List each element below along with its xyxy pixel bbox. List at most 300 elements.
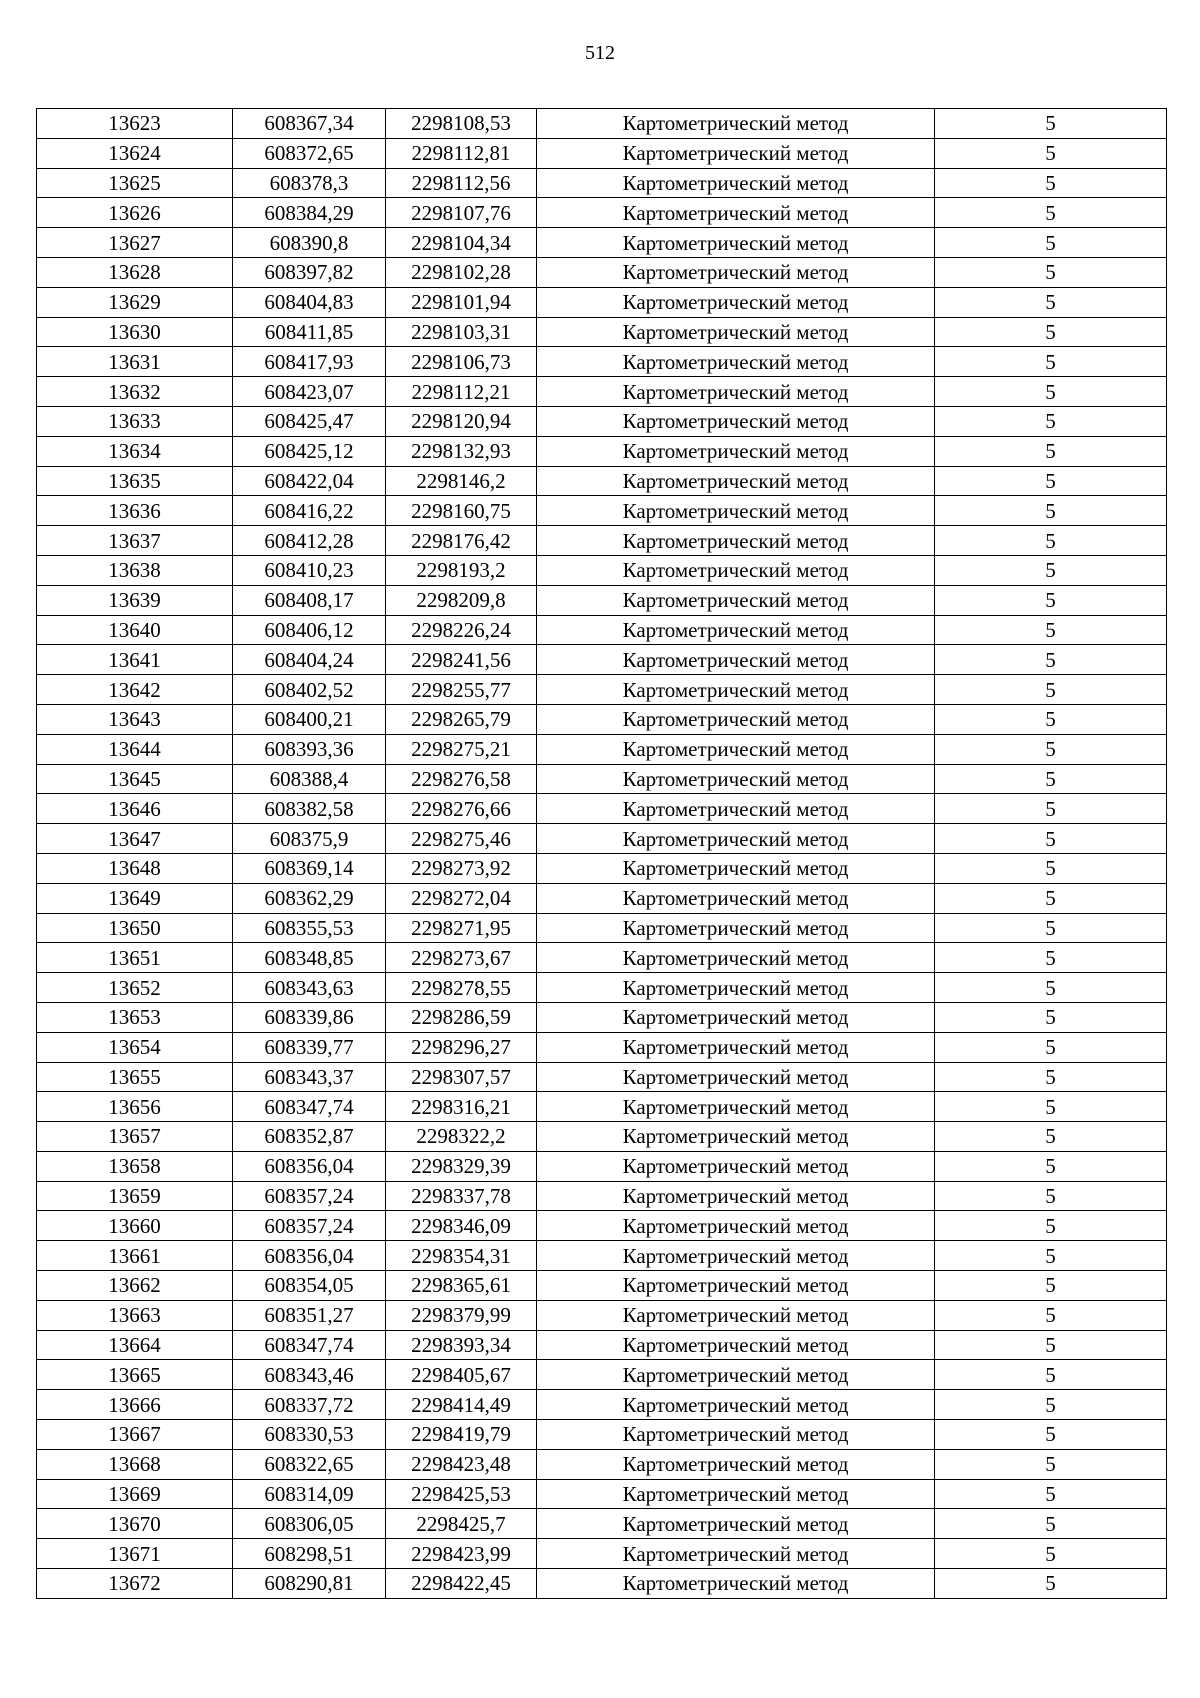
x-coordinate-cell: 608412,28 [233,526,386,556]
point-number-cell: 13640 [37,615,233,645]
accuracy-cell: 5 [935,1032,1167,1062]
y-coordinate-cell: 2298275,21 [386,734,537,764]
y-coordinate-cell: 2298414,49 [386,1390,537,1420]
accuracy-cell: 5 [935,138,1167,168]
accuracy-cell: 5 [935,1420,1167,1450]
method-cell: Картометрический метод [537,1211,935,1241]
point-number-cell: 13634 [37,436,233,466]
table-row [37,1181,1167,1211]
point-number-cell: 13636 [37,496,233,526]
accuracy-cell: 5 [935,168,1167,198]
table-row [37,1122,1167,1152]
point-number-cell: 13628 [37,257,233,287]
y-coordinate-cell: 2298160,75 [386,496,537,526]
x-coordinate-cell: 608388,4 [233,764,386,794]
point-number-cell: 13658 [37,1151,233,1181]
accuracy-cell: 5 [935,1241,1167,1271]
x-coordinate-cell: 608343,46 [233,1360,386,1390]
y-coordinate-cell: 2298365,61 [386,1271,537,1301]
coordinates-table [36,108,1167,1599]
y-coordinate-cell: 2298271,95 [386,913,537,943]
x-coordinate-cell: 608397,82 [233,257,386,287]
accuracy-cell: 5 [935,1181,1167,1211]
x-coordinate-cell: 608410,23 [233,555,386,585]
method-cell: Картометрический метод [537,377,935,407]
accuracy-cell: 5 [935,764,1167,794]
point-number-cell: 13651 [37,943,233,973]
point-number-cell: 13627 [37,228,233,258]
table-row [37,585,1167,615]
accuracy-cell: 5 [935,406,1167,436]
accuracy-cell: 5 [935,228,1167,258]
table-body [37,109,1167,1599]
y-coordinate-cell: 2298104,34 [386,228,537,258]
method-cell: Картометрический метод [537,436,935,466]
point-number-cell: 13629 [37,287,233,317]
table-row [37,1151,1167,1181]
method-cell: Картометрический метод [537,1300,935,1330]
accuracy-cell: 5 [935,1062,1167,1092]
point-number-cell: 13641 [37,645,233,675]
y-coordinate-cell: 2298419,79 [386,1420,537,1450]
x-coordinate-cell: 608400,21 [233,704,386,734]
table-row [37,734,1167,764]
point-number-cell: 13661 [37,1241,233,1271]
method-cell: Картометрический метод [537,257,935,287]
method-cell: Картометрический метод [537,1002,935,1032]
accuracy-cell: 5 [935,704,1167,734]
method-cell: Картометрический метод [537,406,935,436]
table-row [37,1032,1167,1062]
method-cell: Картометрический метод [537,555,935,585]
table-row [37,1092,1167,1122]
y-coordinate-cell: 2298176,42 [386,526,537,556]
accuracy-cell: 5 [935,287,1167,317]
accuracy-cell: 5 [935,1360,1167,1390]
method-cell: Картометрический метод [537,109,935,139]
x-coordinate-cell: 608357,24 [233,1181,386,1211]
y-coordinate-cell: 2298278,55 [386,973,537,1003]
x-coordinate-cell: 608425,47 [233,406,386,436]
table-row [37,198,1167,228]
accuracy-cell: 5 [935,1569,1167,1599]
table-row [37,406,1167,436]
y-coordinate-cell: 2298423,99 [386,1539,537,1569]
point-number-cell: 13643 [37,704,233,734]
point-number-cell: 13650 [37,913,233,943]
table-row [37,1509,1167,1539]
method-cell: Картометрический метод [537,1360,935,1390]
accuracy-cell: 5 [935,466,1167,496]
method-cell: Картометрический метод [537,704,935,734]
x-coordinate-cell: 608356,04 [233,1151,386,1181]
accuracy-cell: 5 [935,496,1167,526]
accuracy-cell: 5 [935,198,1167,228]
accuracy-cell: 5 [935,257,1167,287]
method-cell: Картометрический метод [537,1509,935,1539]
table-row [37,1330,1167,1360]
method-cell: Картометрический метод [537,1241,935,1271]
table-row [37,704,1167,734]
table-row [37,257,1167,287]
x-coordinate-cell: 608404,83 [233,287,386,317]
table-row [37,317,1167,347]
accuracy-cell: 5 [935,943,1167,973]
point-number-cell: 13668 [37,1449,233,1479]
method-cell: Картометрический метод [537,228,935,258]
method-cell: Картометрический метод [537,1390,935,1420]
point-number-cell: 13646 [37,794,233,824]
point-number-cell: 13659 [37,1181,233,1211]
x-coordinate-cell: 608298,51 [233,1539,386,1569]
point-number-cell: 13667 [37,1420,233,1450]
table-row [37,138,1167,168]
accuracy-cell: 5 [935,913,1167,943]
table-row [37,347,1167,377]
x-coordinate-cell: 608406,12 [233,615,386,645]
x-coordinate-cell: 608408,17 [233,585,386,615]
y-coordinate-cell: 2298422,45 [386,1569,537,1599]
method-cell: Картометрический метод [537,317,935,347]
x-coordinate-cell: 608417,93 [233,347,386,377]
y-coordinate-cell: 2298265,79 [386,704,537,734]
y-coordinate-cell: 2298316,21 [386,1092,537,1122]
x-coordinate-cell: 608348,85 [233,943,386,973]
table-row [37,1390,1167,1420]
table-row [37,824,1167,854]
accuracy-cell: 5 [935,1479,1167,1509]
table-row [37,555,1167,585]
table-row [37,764,1167,794]
point-number-cell: 13645 [37,764,233,794]
point-number-cell: 13642 [37,675,233,705]
method-cell: Картометрический метод [537,1092,935,1122]
table-row [37,1211,1167,1241]
method-cell: Картометрический метод [537,585,935,615]
x-coordinate-cell: 608339,86 [233,1002,386,1032]
point-number-cell: 13648 [37,853,233,883]
x-coordinate-cell: 608404,24 [233,645,386,675]
point-number-cell: 13639 [37,585,233,615]
point-number-cell: 13665 [37,1360,233,1390]
accuracy-cell: 5 [935,1390,1167,1420]
table-row [37,853,1167,883]
accuracy-cell: 5 [935,1539,1167,1569]
y-coordinate-cell: 2298425,7 [386,1509,537,1539]
accuracy-cell: 5 [935,1300,1167,1330]
x-coordinate-cell: 608362,29 [233,883,386,913]
method-cell: Картометрический метод [537,853,935,883]
point-number-cell: 13655 [37,1062,233,1092]
point-number-cell: 13637 [37,526,233,556]
accuracy-cell: 5 [935,1092,1167,1122]
table-row [37,1271,1167,1301]
method-cell: Картометрический метод [537,1151,935,1181]
method-cell: Картометрический метод [537,198,935,228]
x-coordinate-cell: 608372,65 [233,138,386,168]
point-number-cell: 13652 [37,973,233,1003]
accuracy-cell: 5 [935,1002,1167,1032]
method-cell: Картометрический метод [537,466,935,496]
point-number-cell: 13632 [37,377,233,407]
point-number-cell: 13664 [37,1330,233,1360]
method-cell: Картометрический метод [537,943,935,973]
accuracy-cell: 5 [935,883,1167,913]
y-coordinate-cell: 2298108,53 [386,109,537,139]
x-coordinate-cell: 608393,36 [233,734,386,764]
table-row [37,883,1167,913]
accuracy-cell: 5 [935,734,1167,764]
y-coordinate-cell: 2298337,78 [386,1181,537,1211]
point-number-cell: 13671 [37,1539,233,1569]
x-coordinate-cell: 608375,9 [233,824,386,854]
accuracy-cell: 5 [935,317,1167,347]
point-number-cell: 13656 [37,1092,233,1122]
point-number-cell: 13669 [37,1479,233,1509]
y-coordinate-cell: 2298276,58 [386,764,537,794]
method-cell: Картометрический метод [537,615,935,645]
table-row [37,1420,1167,1450]
accuracy-cell: 5 [935,853,1167,883]
accuracy-cell: 5 [935,794,1167,824]
point-number-cell: 13662 [37,1271,233,1301]
x-coordinate-cell: 608378,3 [233,168,386,198]
accuracy-cell: 5 [935,1122,1167,1152]
table-row [37,1539,1167,1569]
method-cell: Картометрический метод [537,1181,935,1211]
table-row [37,675,1167,705]
x-coordinate-cell: 608337,72 [233,1390,386,1420]
y-coordinate-cell: 2298296,27 [386,1032,537,1062]
method-cell: Картометрический метод [537,734,935,764]
y-coordinate-cell: 2298112,56 [386,168,537,198]
accuracy-cell: 5 [935,1509,1167,1539]
table-row [37,377,1167,407]
table-row [37,526,1167,556]
accuracy-cell: 5 [935,645,1167,675]
table-row [37,496,1167,526]
x-coordinate-cell: 608354,05 [233,1271,386,1301]
y-coordinate-cell: 2298346,09 [386,1211,537,1241]
method-cell: Картометрический метод [537,794,935,824]
y-coordinate-cell: 2298276,66 [386,794,537,824]
y-coordinate-cell: 2298241,56 [386,645,537,675]
method-cell: Картометрический метод [537,168,935,198]
point-number-cell: 13670 [37,1509,233,1539]
page-number: 512 [585,42,615,64]
accuracy-cell: 5 [935,675,1167,705]
point-number-cell: 13635 [37,466,233,496]
accuracy-cell: 5 [935,973,1167,1003]
x-coordinate-cell: 608423,07 [233,377,386,407]
method-cell: Картометрический метод [537,973,935,1003]
y-coordinate-cell: 2298329,39 [386,1151,537,1181]
x-coordinate-cell: 608384,29 [233,198,386,228]
accuracy-cell: 5 [935,585,1167,615]
point-number-cell: 13624 [37,138,233,168]
accuracy-cell: 5 [935,1449,1167,1479]
x-coordinate-cell: 608343,37 [233,1062,386,1092]
y-coordinate-cell: 2298112,81 [386,138,537,168]
x-coordinate-cell: 608416,22 [233,496,386,526]
y-coordinate-cell: 2298275,46 [386,824,537,854]
accuracy-cell: 5 [935,436,1167,466]
point-number-cell: 13654 [37,1032,233,1062]
x-coordinate-cell: 608367,34 [233,109,386,139]
table-row [37,794,1167,824]
x-coordinate-cell: 608411,85 [233,317,386,347]
point-number-cell: 13663 [37,1300,233,1330]
y-coordinate-cell: 2298272,04 [386,883,537,913]
table-row [37,109,1167,139]
table-row [37,1569,1167,1599]
y-coordinate-cell: 2298425,53 [386,1479,537,1509]
y-coordinate-cell: 2298286,59 [386,1002,537,1032]
table-row [37,168,1167,198]
accuracy-cell: 5 [935,526,1167,556]
x-coordinate-cell: 608290,81 [233,1569,386,1599]
method-cell: Картометрический метод [537,138,935,168]
method-cell: Картометрический метод [537,675,935,705]
x-coordinate-cell: 608352,87 [233,1122,386,1152]
method-cell: Картометрический метод [537,1032,935,1062]
point-number-cell: 13666 [37,1390,233,1420]
method-cell: Картометрический метод [537,1569,935,1599]
method-cell: Картометрический метод [537,526,935,556]
method-cell: Картометрический метод [537,645,935,675]
method-cell: Картометрический метод [537,1330,935,1360]
table-row [37,1449,1167,1479]
point-number-cell: 13626 [37,198,233,228]
method-cell: Картометрический метод [537,347,935,377]
accuracy-cell: 5 [935,824,1167,854]
x-coordinate-cell: 608339,77 [233,1032,386,1062]
x-coordinate-cell: 608369,14 [233,853,386,883]
accuracy-cell: 5 [935,109,1167,139]
x-coordinate-cell: 608351,27 [233,1300,386,1330]
method-cell: Картометрический метод [537,824,935,854]
table-row [37,913,1167,943]
point-number-cell: 13623 [37,109,233,139]
point-number-cell: 13644 [37,734,233,764]
accuracy-cell: 5 [935,1330,1167,1360]
x-coordinate-cell: 608322,65 [233,1449,386,1479]
point-number-cell: 13653 [37,1002,233,1032]
method-cell: Картометрический метод [537,1420,935,1450]
y-coordinate-cell: 2298107,76 [386,198,537,228]
y-coordinate-cell: 2298132,93 [386,436,537,466]
method-cell: Картометрический метод [537,287,935,317]
point-number-cell: 13657 [37,1122,233,1152]
accuracy-cell: 5 [935,377,1167,407]
table-row [37,973,1167,1003]
table-row [37,287,1167,317]
method-cell: Картометрический метод [537,764,935,794]
point-number-cell: 13638 [37,555,233,585]
x-coordinate-cell: 608355,53 [233,913,386,943]
point-number-cell: 13625 [37,168,233,198]
accuracy-cell: 5 [935,1211,1167,1241]
x-coordinate-cell: 608390,8 [233,228,386,258]
x-coordinate-cell: 608357,24 [233,1211,386,1241]
y-coordinate-cell: 2298106,73 [386,347,537,377]
table-row [37,1300,1167,1330]
table-row [37,943,1167,973]
y-coordinate-cell: 2298112,21 [386,377,537,407]
x-coordinate-cell: 608356,04 [233,1241,386,1271]
method-cell: Картометрический метод [537,1062,935,1092]
accuracy-cell: 5 [935,1271,1167,1301]
point-number-cell: 13672 [37,1569,233,1599]
y-coordinate-cell: 2298273,92 [386,853,537,883]
accuracy-cell: 5 [935,555,1167,585]
y-coordinate-cell: 2298423,48 [386,1449,537,1479]
method-cell: Картометрический метод [537,883,935,913]
y-coordinate-cell: 2298101,94 [386,287,537,317]
y-coordinate-cell: 2298226,24 [386,615,537,645]
table-row [37,466,1167,496]
point-number-cell: 13660 [37,1211,233,1241]
method-cell: Картометрический метод [537,913,935,943]
table-row [37,645,1167,675]
point-number-cell: 13633 [37,406,233,436]
y-coordinate-cell: 2298120,94 [386,406,537,436]
y-coordinate-cell: 2298322,2 [386,1122,537,1152]
method-cell: Картометрический метод [537,1539,935,1569]
x-coordinate-cell: 608347,74 [233,1330,386,1360]
table-row [37,1002,1167,1032]
method-cell: Картометрический метод [537,496,935,526]
method-cell: Картометрический метод [537,1271,935,1301]
y-coordinate-cell: 2298273,67 [386,943,537,973]
y-coordinate-cell: 2298379,99 [386,1300,537,1330]
y-coordinate-cell: 2298255,77 [386,675,537,705]
y-coordinate-cell: 2298307,57 [386,1062,537,1092]
y-coordinate-cell: 2298102,28 [386,257,537,287]
accuracy-cell: 5 [935,615,1167,645]
y-coordinate-cell: 2298146,2 [386,466,537,496]
table-row [37,1479,1167,1509]
accuracy-cell: 5 [935,347,1167,377]
x-coordinate-cell: 608343,63 [233,973,386,1003]
table-row [37,1062,1167,1092]
point-number-cell: 13631 [37,347,233,377]
table-row [37,615,1167,645]
point-number-cell: 13630 [37,317,233,347]
y-coordinate-cell: 2298193,2 [386,555,537,585]
x-coordinate-cell: 608402,52 [233,675,386,705]
method-cell: Картометрический метод [537,1479,935,1509]
x-coordinate-cell: 608347,74 [233,1092,386,1122]
y-coordinate-cell: 2298103,31 [386,317,537,347]
x-coordinate-cell: 608382,58 [233,794,386,824]
x-coordinate-cell: 608425,12 [233,436,386,466]
accuracy-cell: 5 [935,1151,1167,1181]
x-coordinate-cell: 608330,53 [233,1420,386,1450]
table-row [37,228,1167,258]
x-coordinate-cell: 608314,09 [233,1479,386,1509]
table-row [37,436,1167,466]
table-row [37,1241,1167,1271]
x-coordinate-cell: 608422,04 [233,466,386,496]
point-number-cell: 13649 [37,883,233,913]
y-coordinate-cell: 2298354,31 [386,1241,537,1271]
table-row [37,1360,1167,1390]
y-coordinate-cell: 2298405,67 [386,1360,537,1390]
method-cell: Картометрический метод [537,1122,935,1152]
x-coordinate-cell: 608306,05 [233,1509,386,1539]
method-cell: Картометрический метод [537,1449,935,1479]
